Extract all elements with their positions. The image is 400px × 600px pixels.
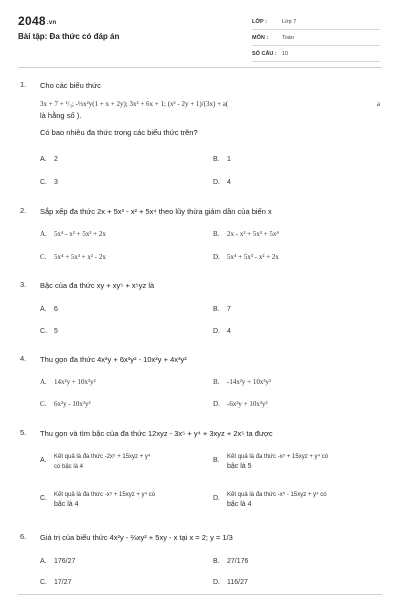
option-a[interactable]: A. 2 bbox=[40, 156, 58, 163]
option-d[interactable]: D. 5x⁴ + 5x³ - x² + 2x bbox=[213, 253, 279, 261]
option-text: 176/27 bbox=[54, 558, 76, 565]
option-text: 4 bbox=[227, 328, 231, 335]
option-line: Kết quả là đa thức -x⁵ + 15xyz + y⁴ có bbox=[54, 492, 156, 498]
header-divider bbox=[18, 67, 382, 68]
question-text: Thu gọn đa thức 4x²y + 6x³y² - 10x²y + 4x³y² bbox=[40, 355, 187, 364]
option-line: Kết quả là đa thức -x⁵ + 15xyz + y⁴ có bbox=[227, 454, 329, 460]
option-c[interactable]: C. 3 bbox=[40, 179, 58, 186]
option-text: 14x²y + 10x³y² bbox=[54, 378, 96, 386]
option-line: bậc là 4 bbox=[227, 501, 252, 508]
option-text: 6x²y - 10x³y² bbox=[54, 400, 91, 408]
question-4 bbox=[20, 354, 380, 414]
question-expression-line2: là hằng số ). bbox=[40, 111, 82, 120]
option-b[interactable]: B. -14x²y + 10x³y² bbox=[213, 378, 272, 386]
option-text: 4 bbox=[227, 179, 231, 186]
meta-table bbox=[252, 14, 380, 62]
question-text: Giá trị của biểu thức 4x²y - ⅔xy² + 5xy - x tại x = 2; y = 1/3 bbox=[40, 533, 233, 542]
question-text: Bậc của đa thức xy + xy⁵ + x⁵yz là bbox=[40, 281, 155, 290]
option-text: 3 bbox=[54, 179, 58, 186]
question-expression bbox=[40, 99, 380, 110]
meta-row-count bbox=[252, 46, 380, 62]
question-body bbox=[40, 80, 380, 138]
footer-divider bbox=[18, 594, 382, 595]
option-d[interactable]: D. 4 bbox=[213, 179, 231, 186]
meta-value: Toán bbox=[282, 34, 294, 41]
option-text: 27/176 bbox=[227, 558, 249, 565]
meta-label: SỐ CÂU : bbox=[252, 50, 277, 57]
option-b[interactable]: B. 1 bbox=[213, 156, 231, 163]
site-logo[interactable] bbox=[18, 14, 56, 28]
option-a[interactable]: A. 5x⁴ - x² + 5x³ + 2x bbox=[40, 230, 106, 238]
option-b[interactable]: B. 27/176 bbox=[213, 558, 249, 565]
expression-text: 3x + 7 + ¹/₃; -⅓x²y(1 + x + 2y); 3x² + 6x + 1; (x² - 2y + 1)/(3x) + a( bbox=[40, 100, 229, 108]
option-d[interactable]: D. -6x²y + 10x³y² bbox=[213, 400, 268, 408]
question-5 bbox=[20, 428, 380, 524]
expression-tail: a bbox=[376, 100, 380, 108]
option-text: 2x - x² + 5x³ + 5x⁴ bbox=[227, 230, 279, 238]
option-c[interactable]: C. 6x²y - 10x³y² bbox=[40, 400, 91, 408]
option-text: -14x²y + 10x³y² bbox=[227, 378, 272, 386]
question-1 bbox=[20, 80, 380, 190]
option-d[interactable]: D. Kết quả là đa thức -x⁵ - 15xyz + y⁴ có bậc là 4 bbox=[213, 492, 327, 508]
option-text: 5x⁴ + 5x³ - x² + 2x bbox=[227, 253, 279, 261]
meta-label: MÔN : bbox=[252, 34, 269, 41]
logo-suffix: .vn bbox=[46, 20, 57, 26]
option-a[interactable]: A. 14x²y + 10x³y² bbox=[40, 378, 96, 386]
option-line: bậc là 5 bbox=[227, 463, 252, 470]
question-number: 2. bbox=[20, 206, 27, 215]
option-text: 5x⁴ + 5x³ + x² - 2x bbox=[54, 253, 106, 261]
option-b[interactable]: B. 7 bbox=[213, 306, 231, 313]
option-b[interactable]: B. Kết quả là đa thức -x⁵ + 15xyz + y⁴ có bậc là 5 bbox=[213, 454, 329, 470]
question-intro: Cho các biểu thức bbox=[40, 81, 101, 90]
meta-value: 10 bbox=[282, 50, 289, 57]
option-text: 17/27 bbox=[54, 579, 72, 586]
question-number: 5. bbox=[20, 428, 27, 437]
question-prompt: Có bao nhiêu đa thức trong các biểu thức trên? bbox=[40, 128, 198, 137]
option-text: 2 bbox=[54, 156, 58, 163]
option-text: 6 bbox=[54, 306, 58, 313]
option-b[interactable]: B. 2x - x² + 5x³ + 5x⁴ bbox=[213, 230, 279, 238]
option-line: Kết quả là đa thức -2x⁵ + 15xyz + y⁴ bbox=[54, 454, 151, 460]
option-text: 116/27 bbox=[227, 579, 248, 586]
question-text: Thu gọn và tìm bậc của đa thức 12xyz - 3x⁵ + y⁴ + 3xyz + 2x⁵ ta được bbox=[40, 429, 273, 438]
meta-label: LỚP : bbox=[252, 18, 267, 25]
option-text: 1 bbox=[227, 156, 231, 163]
option-d[interactable]: D. 4 bbox=[213, 328, 231, 335]
question-6 bbox=[20, 532, 380, 592]
question-text: Sắp xếp đa thức 2x + 5x³ - x² + 5x⁴ theo lũy thừa giảm dần của biến x bbox=[40, 207, 272, 216]
option-text: 7 bbox=[227, 306, 231, 313]
option-text: -6x²y + 10x³y² bbox=[227, 400, 268, 408]
page-title: Bài tập: Đa thức có đáp án bbox=[18, 32, 120, 41]
question-number: 3. bbox=[20, 280, 27, 289]
logo-text: 2048 bbox=[18, 14, 46, 28]
option-line: có bậc là 4 bbox=[54, 464, 84, 470]
meta-row-class bbox=[252, 14, 380, 30]
option-c[interactable]: C. Kết quả là đa thức -x⁵ + 15xyz + y⁴ có bậc là 4 bbox=[40, 492, 156, 508]
meta-value: Lớp 7 bbox=[282, 18, 297, 25]
option-d[interactable]: D. 116/27 bbox=[213, 579, 248, 586]
question-3 bbox=[20, 280, 380, 340]
question-2 bbox=[20, 206, 380, 266]
option-a[interactable]: A. 6 bbox=[40, 306, 58, 313]
option-text: 5x⁴ - x² + 5x³ + 2x bbox=[54, 230, 106, 238]
option-c[interactable]: C. 5 bbox=[40, 328, 58, 335]
option-a[interactable]: A. 176/27 bbox=[40, 558, 76, 565]
question-number: 1. bbox=[20, 80, 27, 89]
option-c[interactable]: C. 17/27 bbox=[40, 579, 72, 586]
option-a[interactable]: A. Kết quả là đa thức -2x⁵ + 15xyz + y⁴ có bậc là 4 bbox=[40, 454, 151, 470]
question-number: 6. bbox=[20, 532, 27, 541]
option-text: 5 bbox=[54, 328, 58, 335]
option-line: bậc là 4 bbox=[54, 501, 79, 508]
option-line: Kết quả là đa thức -x⁵ - 15xyz + y⁴ có bbox=[227, 492, 327, 498]
option-c[interactable]: C. 5x⁴ + 5x³ + x² - 2x bbox=[40, 253, 106, 261]
question-number: 4. bbox=[20, 354, 27, 363]
meta-row-subject bbox=[252, 30, 380, 46]
